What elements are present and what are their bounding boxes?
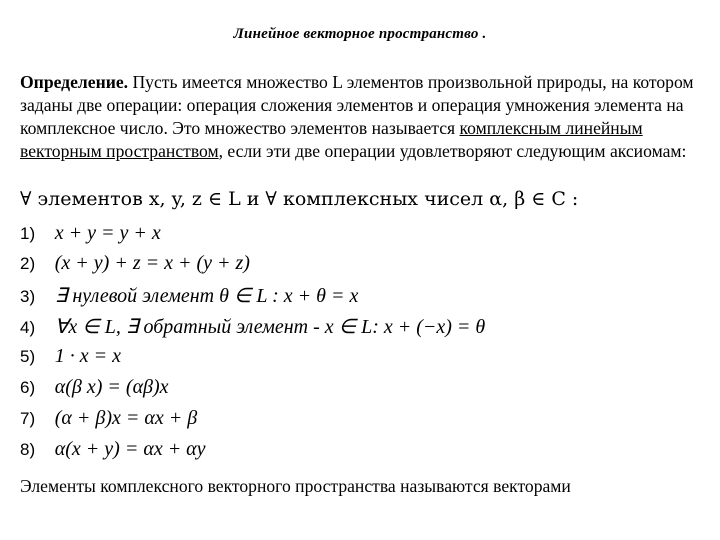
axiom-expression: (α + β)x = αx + β	[54, 407, 198, 429]
axiom-2	[20, 252, 250, 282]
axiom-expression: ∀x ∈ L, ∃ обратный элемент - x ∈ L: x + (−x) = θ	[54, 316, 486, 338]
axiom-expression: α(β x) = (αβ)x	[54, 376, 169, 398]
axiom-expression: (x + y) + z = x + (y + z)	[54, 252, 250, 274]
axiom-number: 2)	[20, 254, 36, 273]
axiom-expression: α(x + y) = αx + αy	[54, 438, 206, 460]
footer-statement: Элементы комплексного векторного пространства называются векторами	[20, 476, 571, 496]
axiom-number: 1)	[20, 224, 36, 243]
axiom-6	[20, 376, 169, 406]
axiom-1	[20, 222, 161, 252]
axiom-number: 3)	[20, 287, 36, 306]
axiom-number: 5)	[20, 347, 36, 366]
definition-paragraph	[20, 71, 700, 163]
axiom-4	[20, 314, 485, 344]
axiom-8	[20, 438, 206, 468]
definition-lead: Определение.	[20, 72, 129, 92]
axiom-5	[20, 345, 121, 375]
axiom-number: 6)	[20, 378, 36, 397]
axiom-expression: ∃ нулевой элемент θ ∈ L : x + θ = x	[54, 285, 359, 307]
axiom-expression: 1 · x = x	[54, 345, 121, 367]
axiom-number: 8)	[20, 440, 36, 459]
axiom-number: 7)	[20, 409, 36, 428]
axiom-number: 4)	[20, 318, 36, 337]
axiom-7	[20, 407, 197, 437]
definition-text-1: Пусть имеется множество L элементов произвольной природы, на котором заданы две операции: операция сложения элементов и операция умножения элемента на комплексное число. Это множество элементов называется	[20, 72, 694, 138]
quantifier-line: ∀ элементов x, y, z ∈ L и ∀ комплексных чисел α, β ∈ C :	[20, 188, 579, 210]
definition-text-2: , если эти две операции удовлетворяют следующим аксиомам:	[218, 141, 687, 161]
definition-underlined-term: комплексным линейным векторным пространством	[20, 118, 643, 161]
slide-title: Линейное векторное пространство .	[233, 26, 487, 42]
axiom-expression: x + y = y + x	[54, 222, 161, 244]
axiom-3	[20, 283, 358, 313]
